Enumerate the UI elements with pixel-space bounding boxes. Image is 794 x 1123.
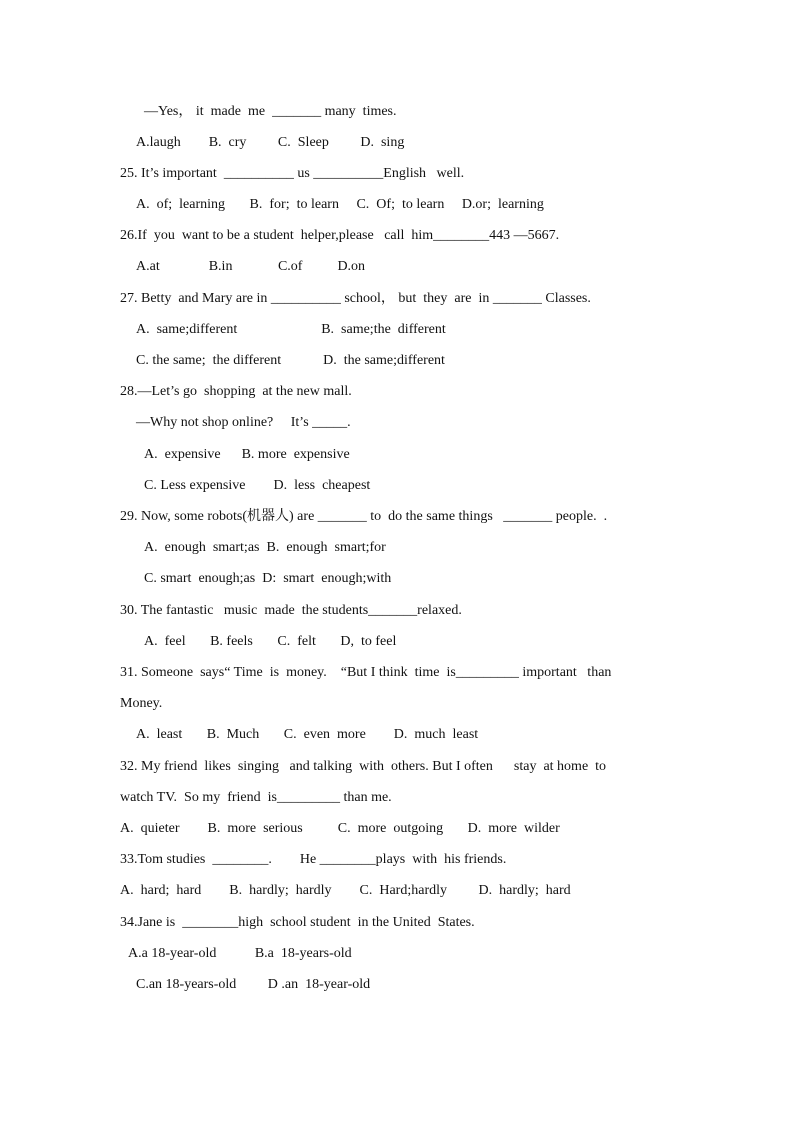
q30-question: 30. The fantastic music made the students_______relaxed. (120, 603, 462, 618)
q29-options-cd: C. smart enough;as D: smart enough;with (144, 571, 392, 586)
q27-question: 27. Betty and Mary are in __________ school， but they are in _______ Classes. (120, 291, 591, 306)
q24-options: A.laugh B. cry C. Sleep D. sing (136, 135, 405, 150)
q28-options-ab: A. expensive B. more expensive (144, 447, 350, 462)
q34-options-cd: C.an 18-years-old D .an 18-year-old (136, 977, 371, 992)
q29-options-ab: A. enough smart;as B. enough smart;for (144, 540, 386, 555)
q24-answer-line: —Yes， it made me _______ many times. (144, 104, 397, 119)
q27-options-cd: C. the same; the different D. the same;different (136, 353, 445, 368)
q25-question: 25. It’s important __________ us __________English well. (120, 166, 465, 181)
q28-reply: —Why not shop online? It’s _____. (136, 415, 351, 430)
q31-question-cont: Money. (120, 696, 163, 711)
q31-options: A. least B. Much C. even more D. much least (136, 727, 479, 742)
q25-options: A. of; learning B. for; to learn C. Of; to learn D.or; learning (136, 197, 544, 212)
q28-options-cd: C. Less expensive D. less cheapest (144, 478, 371, 493)
q29-question: 29. Now, some robots(机器人) are _______ to do the same things _______ people. . (120, 509, 608, 524)
q32-question: 32. My friend likes singing and talking with others. But I often stay at home to (120, 759, 607, 774)
q33-options: A. hard; hard B. hardly; hardly C. Hard;hardly D. hardly; hard (120, 883, 571, 898)
q32-question-cont: watch TV. So my friend is_________ than me. (120, 790, 392, 805)
q31-question: 31. Someone says“ Time is money. “But I think time is_________ important than (120, 665, 612, 680)
q26-question: 26.If you want to be a student helper,please call him________443 —5667. (120, 228, 560, 243)
q30-options: A. feel B. feels C. felt D, to feel (144, 634, 397, 649)
q34-options-ab: A.a 18-year-old B.a 18-years-old (128, 946, 352, 961)
q32-options: A. quieter B. more serious C. more outgoing D. more wilder (120, 821, 560, 836)
q28-question: 28.—Let’s go shopping at the new mall. (120, 384, 352, 399)
q27-options-ab: A. same;different B. same;the different (136, 322, 446, 337)
q34-question: 34.Jane is ________high school student in the United States. (120, 915, 475, 930)
q33-question: 33.Tom studies ________. He ________plays with his friends. (120, 852, 507, 867)
q26-options: A.at B.in C.of D.on (136, 259, 366, 274)
